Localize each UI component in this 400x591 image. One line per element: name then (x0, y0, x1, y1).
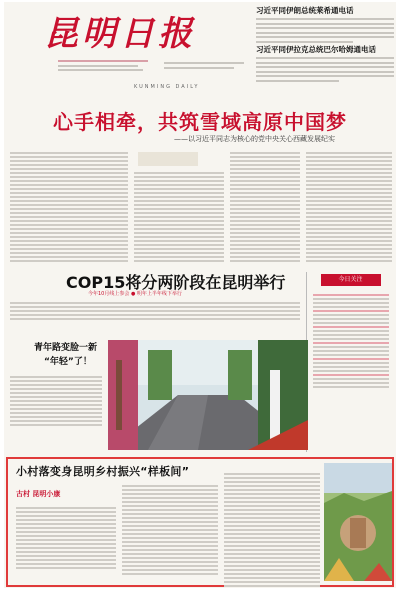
road-photo (108, 340, 308, 450)
news-title-2: 习近平同伊拉克总统巴尔哈姆通电话 (256, 45, 376, 54)
village-photo (324, 463, 392, 581)
feature-title: 小村落变身昆明乡村振兴“样板间” (16, 465, 190, 478)
today-text (313, 292, 389, 390)
feature-text-2 (122, 483, 218, 577)
cop15-title: COP15将分两阶段在昆明举行 (66, 273, 286, 292)
village-image (324, 463, 392, 581)
road-title-line1: 青年路变脸一新 (34, 343, 98, 353)
article-column-1 (10, 150, 128, 264)
article-column-4 (306, 150, 392, 264)
article-column-3 (230, 150, 300, 264)
highlighted-feature (6, 457, 394, 587)
road-text (10, 374, 102, 428)
romanized-name: KUNMING DAILY (134, 84, 200, 90)
road-title-line2: “年轻”了！ (44, 357, 92, 367)
feature-text-3 (224, 471, 320, 588)
newspaper-logo: 昆明日报 (44, 14, 196, 54)
cop15-subtitle: 今年10月线上参会 ● 明年上半年线下举行 (88, 291, 182, 297)
news-title-1: 习近平同伊朗总统莱希通电话 (256, 6, 354, 15)
feature-logo: 古村 昆明小康 (16, 490, 61, 498)
article-column-2 (134, 170, 224, 264)
feature-text-1 (16, 505, 116, 571)
date-info (164, 60, 254, 71)
newspaper-page (4, 2, 396, 588)
today-title: 今日关注 (321, 274, 381, 286)
right-news-column (256, 6, 394, 84)
subheadline: ——以习近平同志为核心的党中央关心西藏发展纪实 (174, 135, 335, 143)
masthead (4, 2, 396, 94)
today-sidebar (306, 272, 394, 452)
headline: 心手相牵，共筑雪域高原中国梦 (53, 110, 347, 134)
street-image (108, 340, 308, 450)
issue-info (58, 58, 158, 80)
inset-box (138, 152, 198, 166)
cop15-text (10, 300, 300, 322)
